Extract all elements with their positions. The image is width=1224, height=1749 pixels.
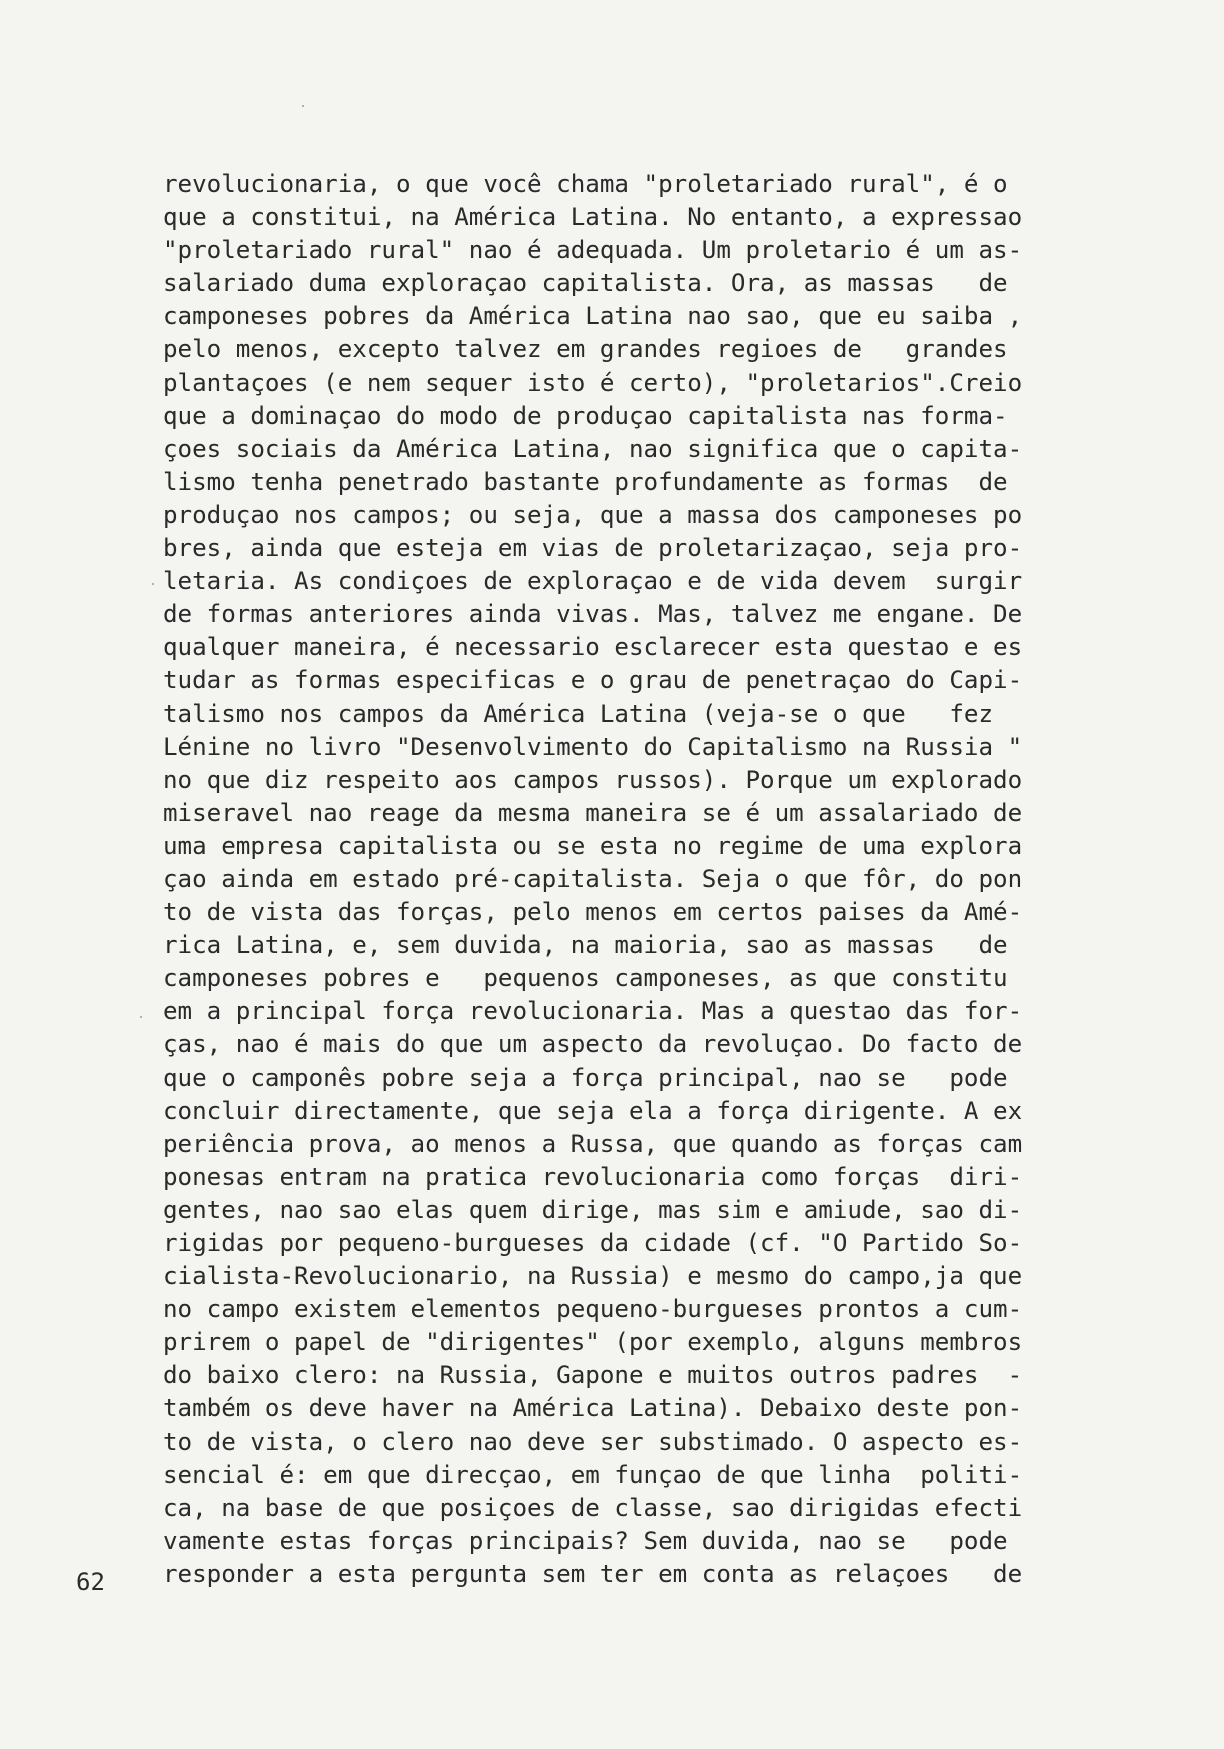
text-line: do baixo clero: na Russia, Gapone e muitos outros padres -: [163, 1361, 1023, 1390]
text-line: também os deve haver na América Latina). Debaixo deste pon-: [163, 1394, 1023, 1423]
text-line: que a constitui, na América Latina. No entanto, a expressao: [163, 203, 1023, 232]
text-line: qualquer maneira, é necessario esclarecer esta questao e es: [163, 633, 1023, 662]
text-line: plantaçoes (e nem sequer isto é certo), "proletarios".Creio: [163, 368, 1023, 397]
text-line: sencial é: em que direcçao, em funçao de que linha politi-: [163, 1460, 1023, 1489]
text-line: uma empresa capitalista ou se esta no regime de uma explora: [163, 831, 1023, 860]
text-line: to de vista das forças, pelo menos em certos paises da Amé-: [163, 898, 1023, 927]
text-line: ponesas entram na pratica revolucionaria como forças diri-: [163, 1162, 1023, 1191]
text-line: concluir directamente, que seja ela a força dirigente. A ex: [163, 1096, 1023, 1125]
text-line: cialista-Revolucionario, na Russia) e mesmo do campo,ja que: [163, 1262, 1023, 1291]
text-line: prirem o papel de "dirigentes" (por exemplo, alguns membros: [163, 1328, 1023, 1357]
text-line: produçao nos campos; ou seja, que a massa dos camponeses po: [163, 500, 1023, 529]
text-line: to de vista, o clero nao deve ser substimado. O aspecto es-: [163, 1427, 1023, 1456]
text-line: revolucionaria, o que você chama "proletariado rural", é o: [163, 170, 1008, 198]
text-line: salariado duma exploraçao capitalista. Ora, as massas de: [163, 269, 1008, 298]
text-line: camponeses pobres da América Latina nao sao, que eu saiba ,: [163, 302, 1023, 331]
text-line: ças, nao é mais do que um aspecto da revoluçao. Do facto de: [163, 1030, 1023, 1059]
text-line: "proletariado rural" nao é adequada. Um proletario é um as-: [163, 236, 1023, 265]
text-line: pelo menos, excepto talvez em grandes regioes de grandes: [163, 335, 1008, 364]
text-line: responder a esta pergunta sem ter em conta as relaçoes de: [163, 1559, 1023, 1588]
text-line: em a principal força revolucionaria. Mas a questao das for-: [163, 997, 1023, 1026]
text-line: letaria. As condiçoes de exploraçao e de vida devem surgir: [163, 567, 1023, 596]
text-line: que a dominaçao do modo de produçao capitalista nas forma-: [163, 401, 1008, 430]
page-number: 62: [76, 1568, 105, 1596]
text-line: que o camponês pobre seja a força principal, nao se pode: [163, 1063, 1008, 1092]
paper-speck: [140, 1016, 142, 1018]
text-line: vamente estas forças principais? Sem duvida, nao se pode: [163, 1526, 1008, 1555]
text-line: gentes, nao sao elas quem dirige, mas sim e amiude, sao di-: [163, 1195, 1023, 1224]
text-line: camponeses pobres e pequenos camponeses, as que constitu: [163, 964, 1008, 993]
text-line: çoes sociais da América Latina, nao significa que o capita-: [163, 434, 1023, 463]
text-line: bres, ainda que esteja em vias de proletarizaçao, seja pro-: [163, 534, 1023, 563]
paper-speck: [152, 583, 154, 585]
text-line: talismo nos campos da América Latina (veja-se o que fez: [163, 699, 994, 728]
body-text: [163, 168, 1163, 1591]
text-line: rigidas por pequeno-burgueses da cidade (cf. "O Partido So-: [163, 1229, 1023, 1257]
text-line: periência prova, ao menos a Russa, que quando as forças cam: [163, 1129, 1023, 1158]
text-line: rica Latina, e, sem duvida, na maioria, sao as massas de: [163, 931, 1008, 960]
text-line: ca, na base de que posiçoes de classe, sao dirigidas efecti: [163, 1493, 1023, 1522]
text-line: no campo existem elementos pequeno-burgueses prontos a cum-: [163, 1295, 1023, 1324]
text-line: no que diz respeito aos campos russos). Porque um explorado: [163, 765, 1023, 794]
text-line: Lénine no livro "Desenvolvimento do Capitalismo na Russia ": [163, 732, 1023, 761]
text-line: tudar as formas especificas e o grau de penetraçao do Capi-: [163, 666, 1023, 695]
paper-speck: [302, 105, 304, 107]
text-line: miseravel nao reage da mesma maneira se é um assalariado de: [163, 798, 1023, 827]
text-line: lismo tenha penetrado bastante profundamente as formas de: [163, 467, 1008, 496]
text-line: çao ainda em estado pré-capitalista. Seja o que fôr, do pon: [163, 864, 1023, 893]
text-line: de formas anteriores ainda vivas. Mas, talvez me engane. De: [163, 600, 1023, 629]
